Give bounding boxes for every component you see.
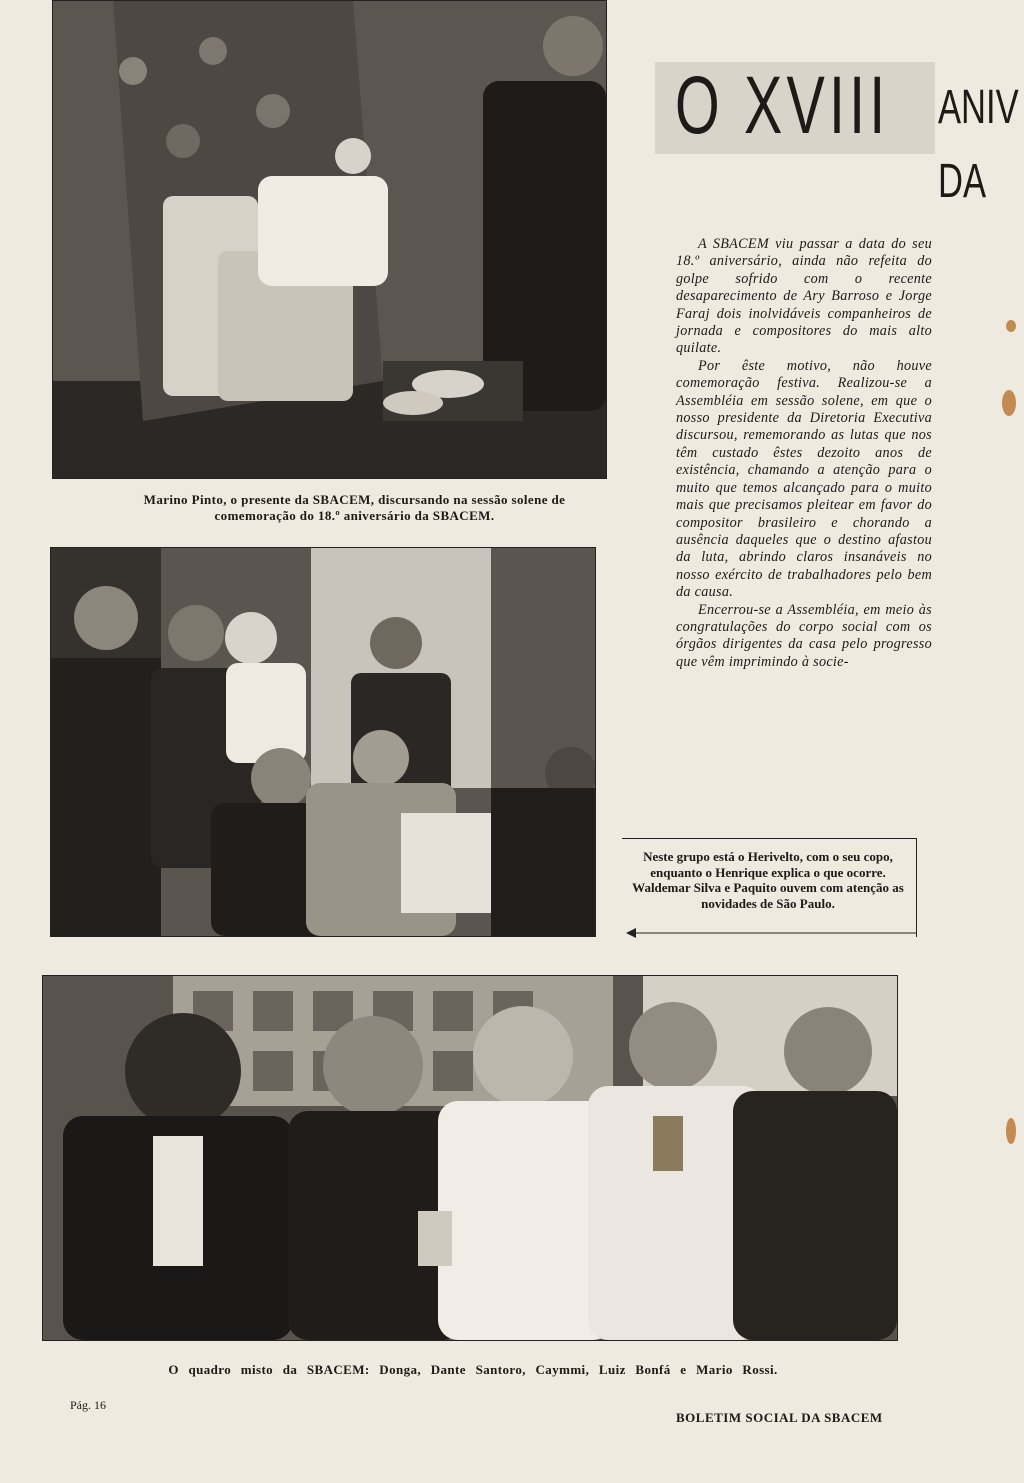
headline-main: O XVIII — [675, 60, 890, 151]
photo-speech-caption: Marino Pinto, o presente da SBACEM, discursando na sessão solene de comemoração do 18.º aniversário da SBACEM. — [143, 492, 566, 523]
paper-stain — [1006, 320, 1016, 332]
group-caption-box — [622, 838, 917, 937]
headline-line1: ANIV — [938, 81, 1019, 134]
article-paragraph: A SBACEM viu passar a data do seu 18.º aniversário, ainda não refeita do golpe sofrido com o recente desaparecimento de Ary Barroso e Jorge Faraj dois inolvidáveis companheiros de jornada e compositores do mais alto quilate. — [676, 236, 932, 357]
photo-quadro-misto — [42, 975, 898, 1341]
article-body — [676, 236, 932, 671]
article-paragraph: Por êste motivo, não houve comemoração festiva. Realizou-se a Assembléia em sessão solene, em que o nosso presidente da Diretoria Executiva discursou, rememorando as lutas que nos têm custado êstes dezoito anos de existência, chamando a atenção para o muito que temos alcançado para o muito mais que precisamos pleitear em favor do compositor brasileiro e chorando a ausência daqueles que o destino afastou da luta, abrindo claros insanáveis no nosso exército de trabalhadores pelo bem da causa. — [676, 357, 932, 601]
publication-name: BOLETIM SOCIAL DA SBACEM — [676, 1410, 883, 1425]
article-paragraph: Encerrou-se a Assembléia, em meio às congratulações do corpo social com os órgãos dirigentes da casa pelo progresso que vêm imprimindo à socie- — [676, 601, 932, 670]
photo-quadro-caption: O quadro misto da SBACEM: Donga, Dante Santoro, Caymmi, Luiz Bonfá e Mario Rossi. — [168, 1362, 778, 1377]
photo-speech — [52, 0, 607, 479]
paper-stain — [1002, 390, 1016, 416]
arrow-left-icon — [626, 926, 916, 940]
page-number: Pág. 16 — [70, 1398, 106, 1412]
photo-group-caption: Neste grupo está o Herivelto, com o seu copo, enquanto o Henrique explica o que ocorre. Waldemar Silva e Paquito ouvem com atenção as novidades de São Paulo. — [632, 849, 904, 911]
paper-stain — [1006, 1118, 1016, 1144]
headline-line2: DA — [938, 155, 987, 208]
photo-group-herivelto — [50, 547, 596, 937]
